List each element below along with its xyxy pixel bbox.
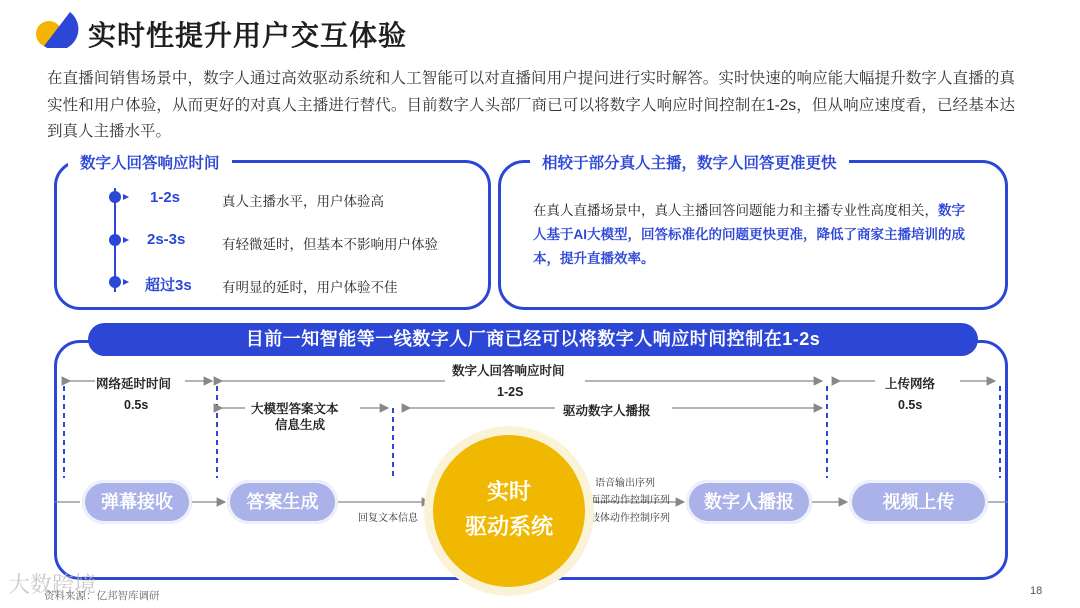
response-time-panel-title: 数字人回答响应时间 [68,151,232,173]
upload-value: 0.5s [898,398,923,412]
timeline-desc: 有轻微延时，但基本不影响用户体验 [222,237,438,252]
timeline-time: 2s-3s [147,231,186,248]
source-footnote: 资料来源：亿邦智库调研 [44,590,160,602]
flow-banner: 目前一知智能等一线数字人厂商已经可以将数字人响应时间控制在1-2s [88,323,978,356]
watermark: 大数跨境 [8,572,97,597]
page-title: 实时性提升用户交互体验 [88,20,408,51]
llm-label-line2: 信息生成 [275,418,326,432]
timeline-time: 1-2s [150,189,181,206]
node-answer-generate: 答案生成 [227,480,338,524]
core-line2: 驱动系统 [464,514,553,539]
sequence-face: 面部动作控制序列 [590,495,670,506]
network-delay-label: 网络延时时间 [96,377,172,391]
node-video-upload: 视频上传 [849,480,988,524]
comparison-text-highlight: 数字人基于AI大模型，回答标准化的问题更快更准，降低了商家主播培训的成本，提升直播效率。 [533,203,965,266]
reply-text-info: 回复文本信息 [358,513,418,524]
timeline-desc: 真人主播水平，用户体验高 [222,194,384,209]
page-number: 18 [1030,585,1043,597]
comparison-panel-title: 相较于部分真人主播，数字人回答更准更快 [530,151,849,173]
node-danmu-receive: 弹幕接收 [82,480,192,524]
sequence-voice: 语音输出序列 [595,478,655,489]
timeline-time: 超过3s [145,277,192,294]
response-time-label: 数字人回答响应时间 [452,364,565,378]
drive-label: 驱动数字人播报 [563,404,651,418]
timeline-desc: 有明显的延时，用户体验不佳 [222,280,398,295]
network-delay-value: 0.5s [124,398,149,412]
upload-label: 上传网络 [885,377,936,391]
llm-label-line1: 大模型答案文本 [251,402,339,416]
node-digital-human-broadcast: 数字人播报 [686,480,812,524]
response-time-value: 1-2S [497,385,524,399]
intro-paragraph: 在直播间销售场景中，数字人通过高效驱动系统和人工智能可以对直播间用户提问进行实时解答。实时快速的响应能大幅提升数字人直播的真实性和用户体验，从而更好的对真人主播进行替代。目前数字人头部厂商已可以将数字人响应时间控制在1-2s，但从响应速度看，已经基本达到真人主播水平。 [47,70,1015,140]
sequence-body: 肢体动作控制序列 [590,513,670,524]
comparison-text-plain: 在真人直播场景中，真人主播回答问题能力和主播专业性高度相关， [533,203,938,218]
realtime-drive-system [433,435,585,587]
core-line1: 实时 [486,479,531,504]
